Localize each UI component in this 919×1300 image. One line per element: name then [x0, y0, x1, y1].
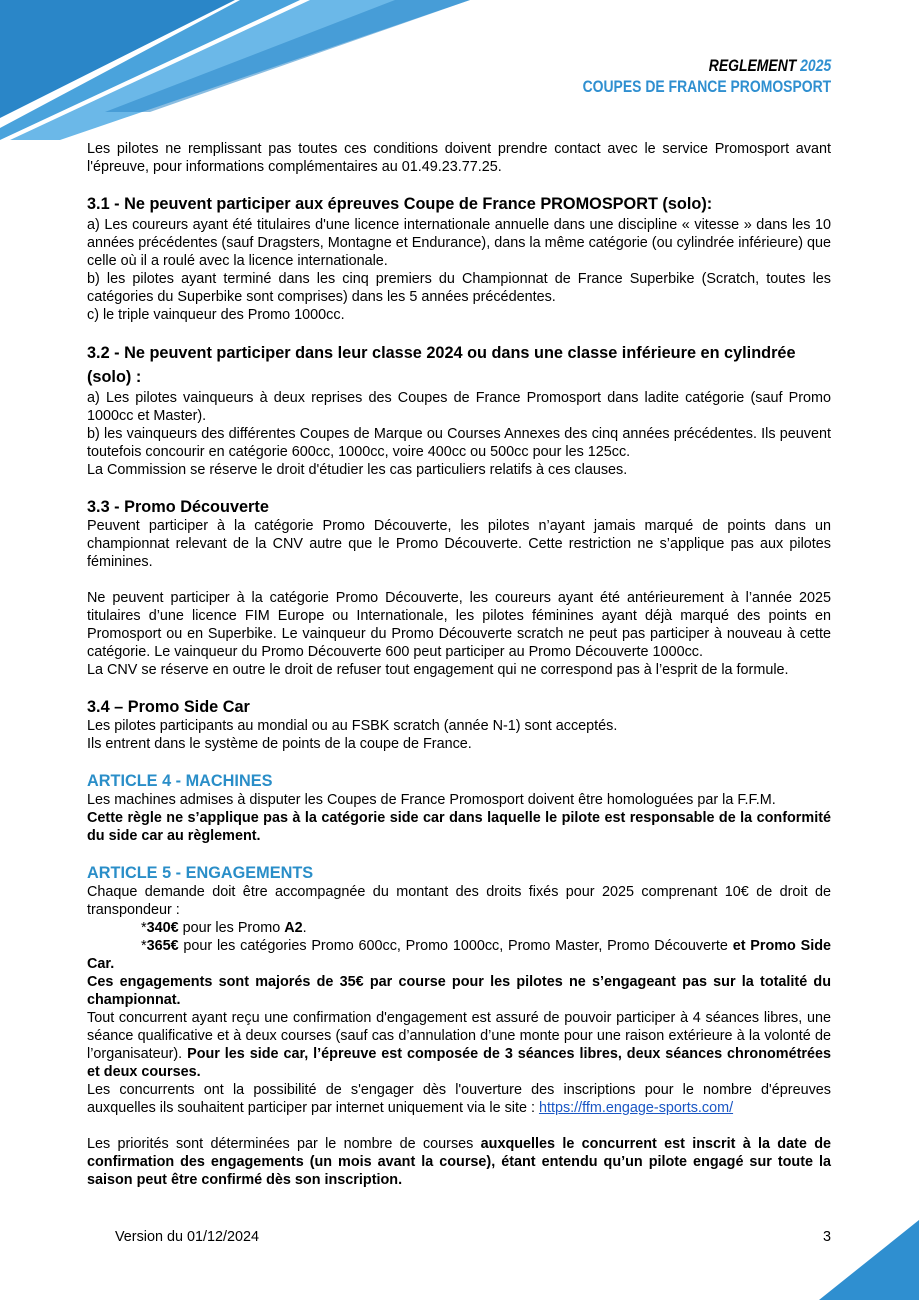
engage-sports-link[interactable]: https://ffm.engage-sports.com/ — [538, 1100, 734, 1116]
s34-paragraph-1: Les pilotes participants au mondial ou au FSBK scratch (année N-1) sont acceptés. — [87, 718, 618, 734]
top-left-stripes-decoration — [0, 0, 480, 145]
section-3-4-title: 3.4 – Promo Side Car — [87, 698, 250, 716]
s32-item-a: a) Les pilotes vainqueurs à deux reprises des Coupes de France Promosport dans ladite catégorie (sauf Promo 1000cc et Master). — [87, 390, 831, 424]
footer-page-number: 3 — [823, 1229, 832, 1245]
intro-paragraph: Les pilotes ne remplissant pas toutes ces conditions doivent prendre contact avec le service Promosport avant l'épreuve, pour informations complémentaires au 01.49.23.77.25. — [87, 141, 831, 175]
art5-paragraph-4: Les concurrents ont la possibilité de s'engager dès l'ouverture des inscriptions pour le nombre d'épreuves auxquelles ils souhaitent participer par internet uniquement via le site : https://ffm.engage-sports.com/ — [87, 1082, 831, 1116]
s34-paragraph-2: Ils entrent dans le système de points de la coupe de France. — [87, 736, 472, 752]
section-3-3-title: 3.3 - Promo Découverte — [87, 498, 269, 516]
s32-item-b: b) les vainqueurs des différentes Coupes de Marque ou Courses Annexes des cinq années précédentes. Ils peuvent toutefois concourir en catégorie 600cc, 1000cc, voire 400cc ou 500cc pour les 125cc. — [87, 426, 831, 460]
article-5-title: ARTICLE 5 - ENGAGEMENTS — [87, 864, 314, 882]
bottom-right-triangle-decoration — [819, 1220, 919, 1300]
art5-paragraph-2: Ces engagements sont majorés de 35€ par course pour les pilotes ne s’engageant pas sur la totalité du championnat. — [87, 974, 831, 1008]
article-4-title: ARTICLE 4 - MACHINES — [87, 772, 273, 790]
header-title: REGLEMENT 2025 — [708, 56, 831, 75]
art4-paragraph-2: Cette règle ne s’applique pas à la catégorie side car dans laquelle le pilote est responsable de la conformité du side car au règlement. — [87, 810, 831, 844]
footer-version: Version du 01/12/2024 — [115, 1229, 260, 1245]
s31-item-b: b) les pilotes ayant terminé dans les cinq premiers du Championnat de France Superbike (Scratch, toutes les catégories du Superbike sont comprises) dans les 5 années précédentes. — [87, 271, 831, 305]
art4-paragraph-1: Les machines admises à disputer les Coupes de France Promosport doivent être homologuées par la F.F.M. — [87, 792, 776, 808]
art5-paragraph-3: Tout concurrent ayant reçu une confirmation d'engagement est assuré de pouvoir participer à 4 séances libres, une séance qualificative et à deux courses (sauf cas d’annulation d’une monte pour une raison extérieure à la volonté de l’organisateur). Pour les side car, l’épreuve est composée de 3 séances libres, deux séances chronométrées et deux courses. — [87, 1010, 831, 1080]
s31-item-c: c) le triple vainqueur des Promo 1000cc. — [87, 307, 345, 323]
s31-item-a: a) Les coureurs ayant été titulaires d'une licence internationale annuelle dans une discipline « vitesse » dans les 10 années précédentes (sauf Dragsters, Montagne et Endurance), dans la même catégorie (ou cylindrée inférieure) que celle où il a roulé avec la licence internationale. — [87, 217, 831, 269]
s33-paragraph-3: La CNV se réserve en outre le droit de refuser tout engagement qui ne correspond pas à l’esprit de la formule. — [87, 662, 789, 678]
s33-paragraph-1: Peuvent participer à la catégorie Promo Découverte, les pilotes n’ayant jamais marqué de points dans un championnat relevant de la CNV autre que le Promo Découverte. Cette restriction ne s’applique pas aux pilotes féminines. — [87, 518, 831, 570]
page-body — [87, 140, 831, 1189]
section-3-1-title: 3.1 - Ne peuvent participer aux épreuves Coupe de France PROMOSPORT (solo): — [87, 195, 713, 213]
art5-fee-line-1: *340€ pour les Promo A2. — [141, 920, 307, 936]
header-subtitle: COUPES DE FRANCE PROMOSPORT — [582, 77, 831, 96]
document-header — [528, 56, 831, 98]
section-3-2-title: 3.2 - Ne peuvent participer dans leur classe 2024 ou dans une classe inférieure en cylindrée (solo) : — [87, 344, 796, 386]
art5-fee-line-2: *365€ pour les catégories Promo 600cc, Promo 1000cc, Promo Master, Promo Découverte et Promo Side Car. — [87, 938, 832, 972]
s32-item-c: La Commission se réserve le droit d'étudier les cas particuliers relatifs à ces clauses. — [87, 462, 628, 478]
art5-paragraph-5: Les priorités sont déterminées par le nombre de courses auxquelles le concurrent est inscrit à la date de confirmation des engagements (un mois avant la course), étant entendu qu’un pilote engagé sur toute la saison peut être confirmé dès son inscription. — [87, 1136, 831, 1188]
art5-paragraph-1: Chaque demande doit être accompagnée du montant des droits fixés pour 2025 comprenant 10€ de droit de transpondeur : — [87, 884, 831, 918]
s33-paragraph-2: Ne peuvent participer à la catégorie Promo Découverte, les coureurs ayant été antérieurement à l’année 2025 titulaires d’une licence FIM Europe ou Internationale, les pilotes féminines ayant déjà marqué des points en Promosport ou en Superbike. Le vainqueur du Promo Découverte scratch ne peut pas participer à nouveau à cette catégorie. Le vainqueur du Promo Découverte 600 peut participer au Promo Découverte 1000cc. — [87, 590, 831, 660]
